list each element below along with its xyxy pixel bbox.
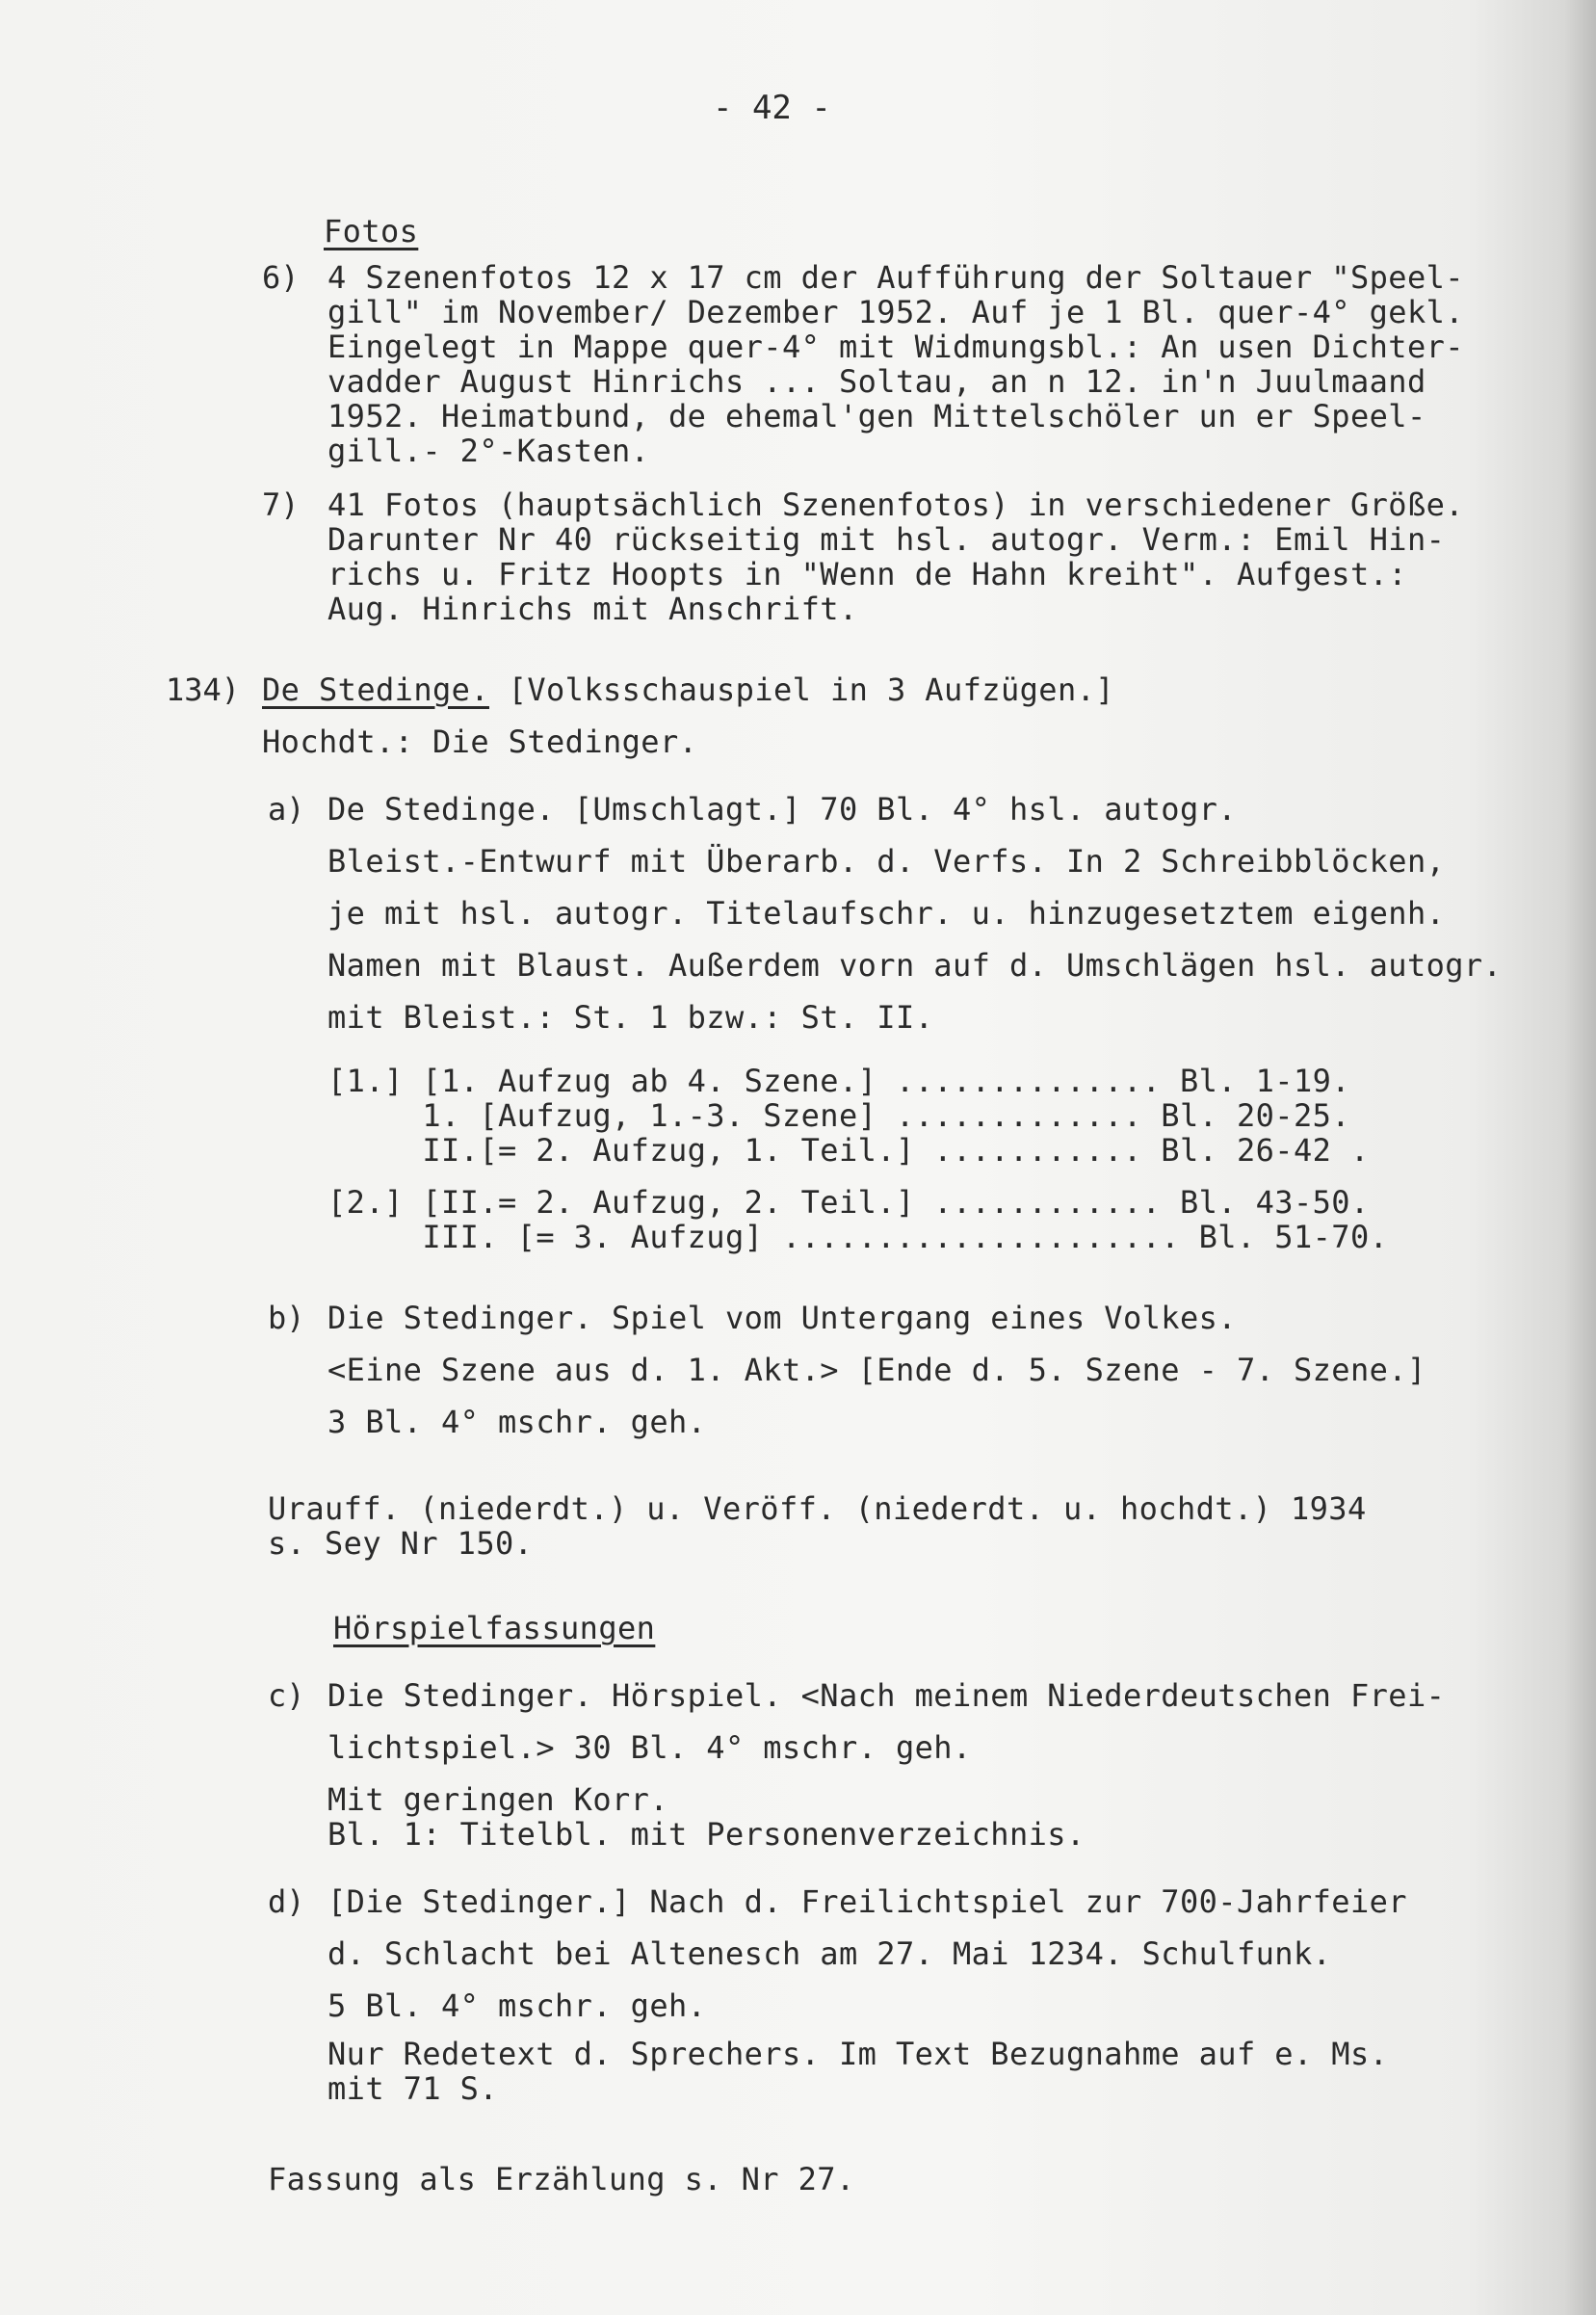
item-6-line-2: gill" im November/ Dezember 1952. Auf je 1 Bl. quer-4° gekl.	[327, 294, 1464, 330]
item-d-line-5: mit 71 S.	[327, 2070, 498, 2107]
fassung-line: Fassung als Erzählung s. Nr 27.	[268, 2161, 855, 2197]
item-d-line-4: Nur Redetext d. Sprechers. Im Text Bezugnahme auf e. Ms.	[327, 2036, 1389, 2072]
contents-row-1: [1.] [1. Aufzug ab 4. Szene.] .............. Bl. 1-19.	[327, 1063, 1350, 1099]
fotos-heading: Fotos	[324, 213, 419, 250]
item-7-line-2: Darunter Nr 40 rückseitig mit hsl. autogr. Verm.: Emil Hin-	[327, 521, 1446, 558]
item-c-line-2: lichtspiel.> 30 Bl. 4° mschr. geh.	[327, 1729, 972, 1766]
item-d-line-1: [Die Stedinger.] Nach d. Freilichtspiel zur 700-Jahrfeier	[327, 1883, 1407, 1920]
entry-hochdt: Hochdt.: Die Stedinger.	[262, 723, 698, 760]
item-d-marker: d)	[268, 1883, 305, 1920]
item-7-line-3: richs u. Fritz Hoopts in "Wenn de Hahn kreiht". Aufgest.:	[327, 556, 1407, 592]
item-a-marker: a)	[268, 791, 305, 828]
contents-row-5: III. [= 3. Aufzug] ..................... Bl. 51-70.	[327, 1219, 1389, 1255]
item-a-line-1: De Stedinge. [Umschlagt.] 70 Bl. 4° hsl. autogr.	[327, 791, 1237, 828]
item-6-marker: 6)	[262, 259, 300, 296]
item-d-line-3: 5 Bl. 4° mschr. geh.	[327, 1987, 707, 2024]
urauff-line-2: s. Sey Nr 150.	[268, 1525, 534, 1562]
item-c-marker: c)	[268, 1677, 305, 1714]
item-c-line-1: Die Stedinger. Hörspiel. <Nach meinem Niederdeutschen Frei-	[327, 1677, 1446, 1714]
item-6-line-5: 1952. Heimatbund, de ehemal'gen Mittelschöler un er Speel-	[327, 398, 1426, 434]
item-c-line-4: Bl. 1: Titelbl. mit Personenverzeichnis.	[327, 1816, 1086, 1853]
item-6-line-1: 4 Szenenfotos 12 x 17 cm der Aufführung der Soltauer "Speel-	[327, 259, 1464, 296]
item-a-line-5: mit Bleist.: St. 1 bzw.: St. II.	[327, 999, 934, 1036]
item-7-line-4: Aug. Hinrichs mit Anschrift.	[327, 591, 858, 627]
item-a-line-2: Bleist.-Entwurf mit Überarb. d. Verfs. In 2 Schreibblöcken,	[327, 843, 1446, 880]
entry-number: 134)	[166, 671, 241, 708]
item-b-line-3: 3 Bl. 4° mschr. geh.	[327, 1404, 707, 1440]
item-b-marker: b)	[268, 1300, 305, 1336]
item-6-line-6: gill.- 2°-Kasten.	[327, 433, 650, 469]
item-d-line-2: d. Schlacht bei Altenesch am 27. Mai 1234. Schulfunk.	[327, 1935, 1332, 1972]
item-6-line-4: vadder August Hinrichs ... Soltau, an n 12. in'n Juulmaand	[327, 363, 1426, 400]
hoerspiel-heading: Hörspielfassungen	[333, 1610, 656, 1646]
page-number: - 42 -	[713, 89, 831, 127]
item-a-line-4: Namen mit Blaust. Außerdem vorn auf d. Umschlägen hsl. autogr.	[327, 947, 1503, 984]
item-b-line-2: <Eine Szene aus d. 1. Akt.> [Ende d. 5. Szene - 7. Szene.]	[327, 1352, 1426, 1388]
entry-title-line	[262, 672, 1114, 707]
urauff-line-1: Urauff. (niederdt.) u. Veröff. (niederdt. u. hochdt.) 1934	[268, 1490, 1367, 1527]
entry-subtitle: [Volksschauspiel in 3 Aufzügen.]	[489, 671, 1114, 708]
contents-row-2: 1. [Aufzug, 1.-3. Szene] ............. Bl. 20-25.	[327, 1097, 1350, 1134]
item-a-line-3: je mit hsl. autogr. Titelaufschr. u. hinzugesetztem eigenh.	[327, 895, 1446, 932]
item-6-line-3: Eingelegt in Mappe quer-4° mit Widmungsbl.: An usen Dichter-	[327, 329, 1464, 365]
item-7-marker: 7)	[262, 487, 300, 523]
contents-row-4: [2.] [II.= 2. Aufzug, 2. Teil.] ............ Bl. 43-50.	[327, 1184, 1370, 1221]
item-b-line-1: Die Stedinger. Spiel vom Untergang eines Volkes.	[327, 1300, 1237, 1336]
entry-title: De Stedinge.	[262, 671, 489, 708]
contents-row-3: II.[= 2. Aufzug, 1. Teil.] ........... Bl. 26-42 .	[327, 1132, 1370, 1169]
item-c-line-3: Mit geringen Korr.	[327, 1781, 668, 1818]
item-7-line-1: 41 Fotos (hauptsächlich Szenenfotos) in verschiedener Größe.	[327, 487, 1464, 523]
